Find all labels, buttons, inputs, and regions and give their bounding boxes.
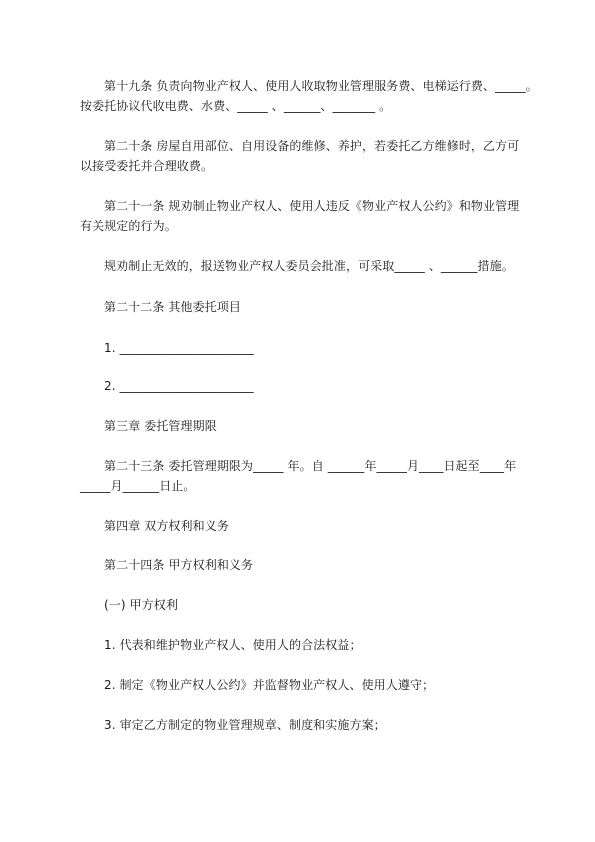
party-a-right-1: 1. 代表和维护物业产权人、使用人的合法权益； [104,638,362,652]
party-a-right-2: 2. 制定《物业产权人公约》并监督物业产权人、使用人遵守； [104,678,435,692]
article-24-heading: 第二十四条 甲方权利和义务 [104,558,254,572]
other-item-1: 1. ______________________ [104,341,254,355]
article-19-line-2: 按委托协议代收电费、水费、_____ 、______、_______ 。 [80,99,392,113]
article-21-line-1: 第二十一条 规劝制止物业产权人、使用人违反《物业产权人公约》和物业管理 [104,199,520,213]
other-item-2: 2. ______________________ [104,379,254,393]
article-20-line-2: 以接受委托并合理收费。 [80,159,214,173]
party-a-rights-heading: (一) 甲方权利 [104,598,178,612]
chapter-4-heading: 第四章 双方权利和义务 [104,519,229,533]
party-a-right-3: 3. 审定乙方制定的物业管理规章、制度和实施方案； [104,718,386,732]
chapter-3-heading: 第三章 委托管理期限 [104,419,217,433]
article-23-line-2: _____月______日止。 [80,479,196,493]
article-23-line-1: 第二十三条 委托管理期限为_____ 年。自 ______年_____月____日起至____年 [104,459,517,473]
article-21-paragraph-2: 规劝制止无效的，报送物业产权人委员会批准，可采取_____ 、______措施。 [104,259,514,273]
article-21-line-2: 有关规定的行为。 [80,219,177,233]
article-19-line-1: 第十九条 负责向物业产权人、使用人收取物业管理服务费、电梯运行费、_____。 [104,79,538,93]
article-20-line-1: 第二十条 房屋自用部位、自用设备的维修、养护，若委托乙方维修时，乙方可 [104,139,520,153]
article-22-heading: 第二十二条 其他委托项目 [104,300,242,314]
